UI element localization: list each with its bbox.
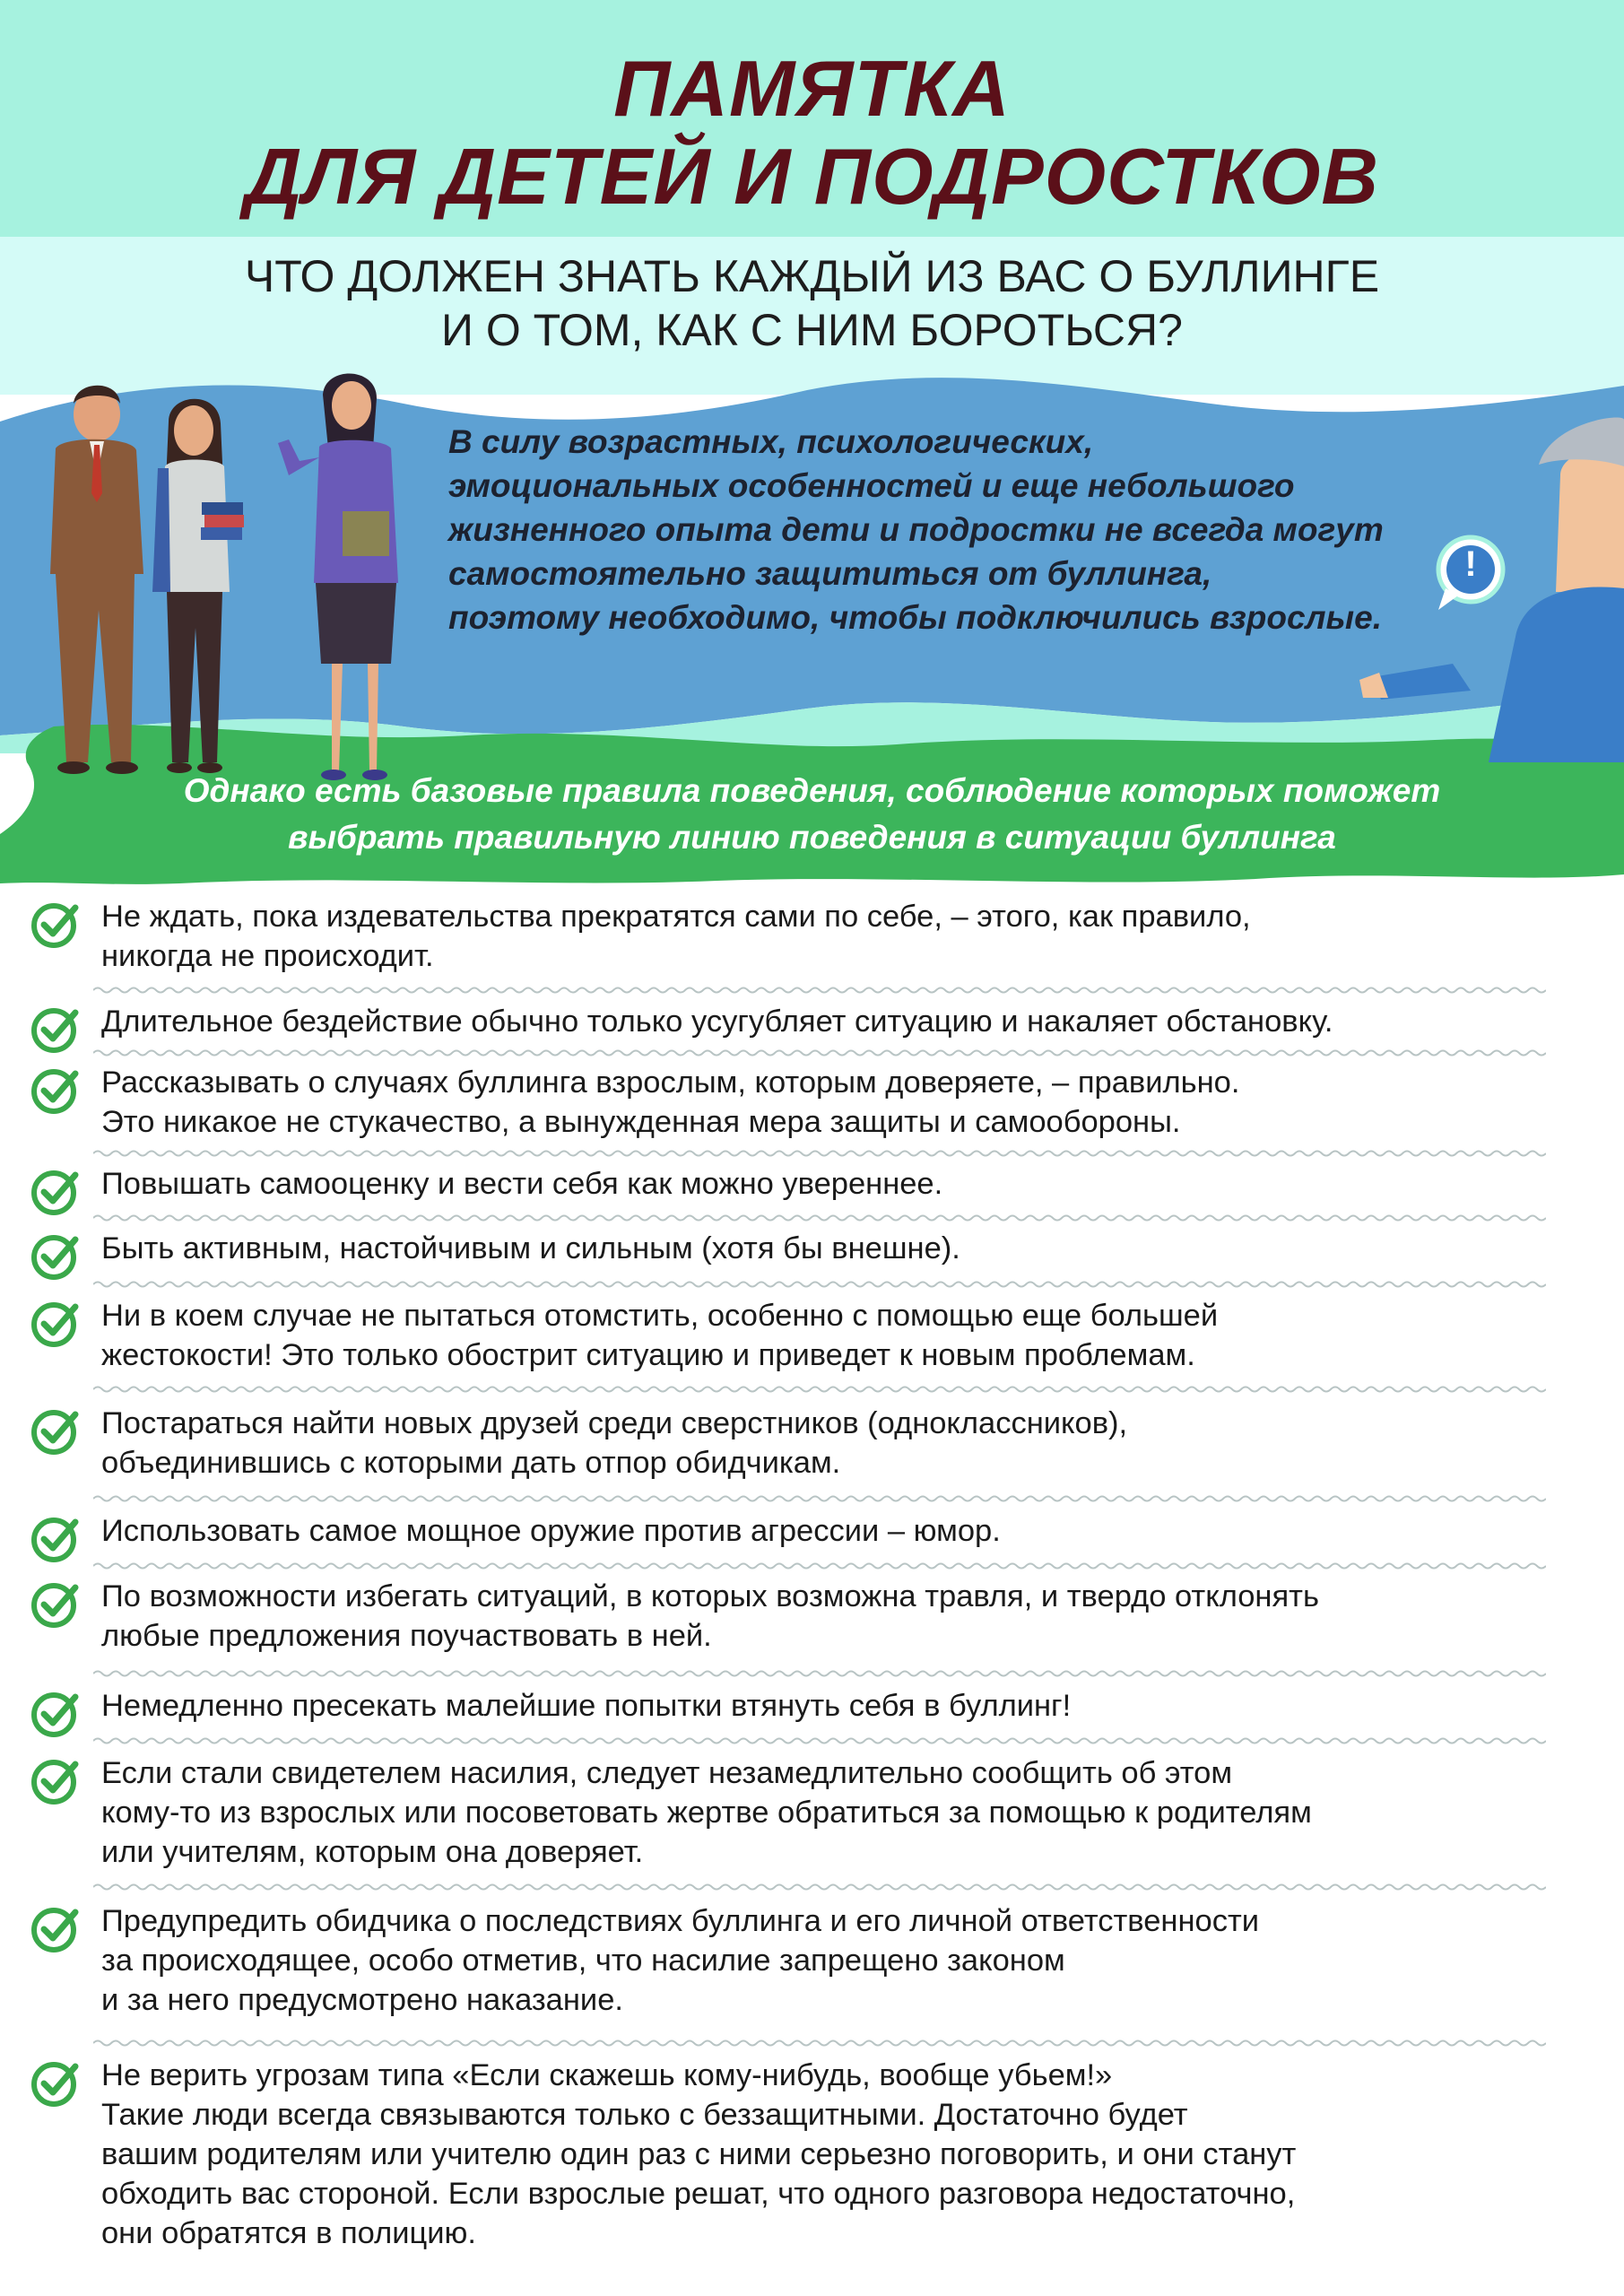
- rule-line: Не ждать, пока издевательства прекратятся сами по себе, – этого, как правило,: [101, 900, 1251, 934]
- wavy-separator: [93, 1735, 1546, 1746]
- banner-line-1: Однако есть базовые правила поведения, соблюдение которых поможет: [183, 772, 1441, 809]
- wavy-separator: [93, 1279, 1546, 1290]
- rule-line: обходить вас стороной. Если взрослые решат, что одного разговора недостаточно,: [101, 2177, 1296, 2211]
- rule-text: [101, 1296, 1590, 1375]
- rule-text: [101, 1901, 1590, 2020]
- speech-bubble-mark: !: [1464, 544, 1477, 584]
- intro-line: эмоциональных особенностей и еще небольшого: [448, 467, 1295, 504]
- wavy-separator: [93, 1668, 1546, 1679]
- rule-line: Немедленно пресекать малейшие попытки втянуть себя в буллинг!: [101, 1689, 1072, 1723]
- rule-text: [101, 1164, 1590, 1204]
- checkmark-icon: [29, 1002, 83, 1056]
- rule-line: любые предложения поучаствовать в ней.: [101, 1619, 712, 1653]
- rule-line: Повышать самооценку и вести себя как можно увереннее.: [101, 1167, 943, 1201]
- subtitle-line-1: ЧТО ДОЛЖЕН ЗНАТЬ КАЖДЫЙ ИЗ ВАС О БУЛЛИНГЕ: [244, 251, 1380, 301]
- checkmark-icon: [29, 1404, 83, 1457]
- subtitle-line-2: И О ТОМ, КАК С НИМ БОРОТЬСЯ?: [441, 305, 1183, 355]
- checkmark-icon: [29, 1063, 83, 1117]
- checkmark-icon: [29, 1164, 83, 1218]
- rule-text: [101, 1002, 1590, 1041]
- checkmark-icon: [29, 2056, 83, 2109]
- checkmark-icon: [29, 1901, 83, 1955]
- rule-line: Предупредить обидчика о последствиях буллинга и его личной ответственности: [101, 1904, 1260, 1938]
- rule-text: [101, 1511, 1590, 1551]
- checkmark-icon: [29, 1296, 83, 1350]
- checkmark-icon: [29, 1229, 83, 1283]
- checkmark-icon: [29, 1511, 83, 1565]
- rule-line: Такие люди всегда связываются только с беззащитными. Достаточно будет: [101, 2098, 1188, 2132]
- rule-text: [101, 1229, 1590, 1268]
- intro-line: жизненного опыта дети и подростки не всегда могут: [448, 511, 1384, 548]
- rule-text: [101, 1063, 1590, 1142]
- rule-line: Ни в коем случае не пытаться отомстить, особенно с помощью еще большей: [101, 1299, 1219, 1333]
- rule-line: кому-то из взрослых или посоветовать жертве обратиться за помощью к родителям: [101, 1796, 1312, 1830]
- page-title-line-2: ДЛЯ ДЕТЕЙ И ПОДРОСТКОВ: [245, 132, 1379, 221]
- rule-text: [101, 1753, 1590, 1872]
- checkmark-icon: [29, 1753, 83, 1807]
- rule-text: [101, 1577, 1590, 1656]
- banner-line-2: выбрать правильную линию поведения в ситуации буллинга: [288, 819, 1336, 856]
- checkmark-icon: [29, 897, 83, 951]
- page-title-line-1: ПАМЯТКА: [613, 44, 1011, 133]
- rule-line: и за него предусмотрено наказание.: [101, 1983, 623, 2017]
- wavy-separator: [93, 1561, 1546, 1571]
- rule-line: Не верить угрозам типа «Если скажешь кому-нибудь, вообще убьем!»: [101, 2058, 1113, 2092]
- rule-line: они обратятся в полицию.: [101, 2216, 476, 2250]
- wavy-separator: [93, 1493, 1546, 1504]
- rule-line: Если стали свидетелем насилия, следует незамедлительно сообщить об этом: [101, 1756, 1233, 1790]
- rule-line: Рассказывать о случаях буллинга взрослым, которым доверяете, – правильно.: [101, 1065, 1240, 1100]
- rule-text: [101, 897, 1590, 976]
- intro-line: В силу возрастных, психологических,: [448, 423, 1094, 460]
- wavy-separator: [93, 1048, 1546, 1058]
- rule-line: никогда не происходит.: [101, 939, 434, 973]
- checkmark-icon: [29, 1686, 83, 1740]
- intro-line: поэтому необходимо, чтобы подключились взрослые.: [448, 599, 1383, 636]
- wavy-separator: [93, 985, 1546, 996]
- rule-line: объединившись с которыми дать отпор обидчикам.: [101, 1446, 841, 1480]
- rule-line: или учителям, которым она доверяет.: [101, 1835, 644, 1869]
- rule-text: [101, 2056, 1590, 2253]
- checkmark-icon: [29, 1577, 83, 1631]
- wavy-separator: [93, 1882, 1546, 1892]
- rule-line: за происходящее, особо отметив, что насилие запрещено законом: [101, 1944, 1065, 1978]
- intro-line: самостоятельно защититься от буллинга,: [448, 555, 1212, 592]
- rule-text: [101, 1686, 1590, 1726]
- rule-text: [101, 1404, 1590, 1483]
- rule-line: По возможности избегать ситуаций, в которых возможна травля, и твердо отклонять: [101, 1579, 1319, 1613]
- rule-line: вашим родителям или учителю один раз с ними серьезно поговорить, и они станут: [101, 2137, 1297, 2171]
- rule-line: Постараться найти новых друзей среди сверстников (одноклассников),: [101, 1406, 1128, 1440]
- wavy-separator: [93, 1384, 1546, 1395]
- wavy-separator: [93, 2038, 1546, 2048]
- rule-line: Это никакое не стукачество, а вынужденная мера защиты и самообороны.: [101, 1105, 1181, 1139]
- wavy-separator: [93, 1148, 1546, 1159]
- rule-line: Длительное бездействие обычно только усугубляет ситуацию и накаляет обстановку.: [101, 1004, 1333, 1039]
- rule-line: Быть активным, настойчивым и сильным (хотя бы внешне).: [101, 1231, 960, 1265]
- rule-line: жестокости! Это только обострит ситуацию и приведет к новым проблемам.: [101, 1338, 1195, 1372]
- wavy-separator: [93, 1213, 1546, 1223]
- rule-line: Использовать самое мощное оружие против агрессии – юмор.: [101, 1514, 1001, 1548]
- intro-paragraph: [448, 420, 1462, 639]
